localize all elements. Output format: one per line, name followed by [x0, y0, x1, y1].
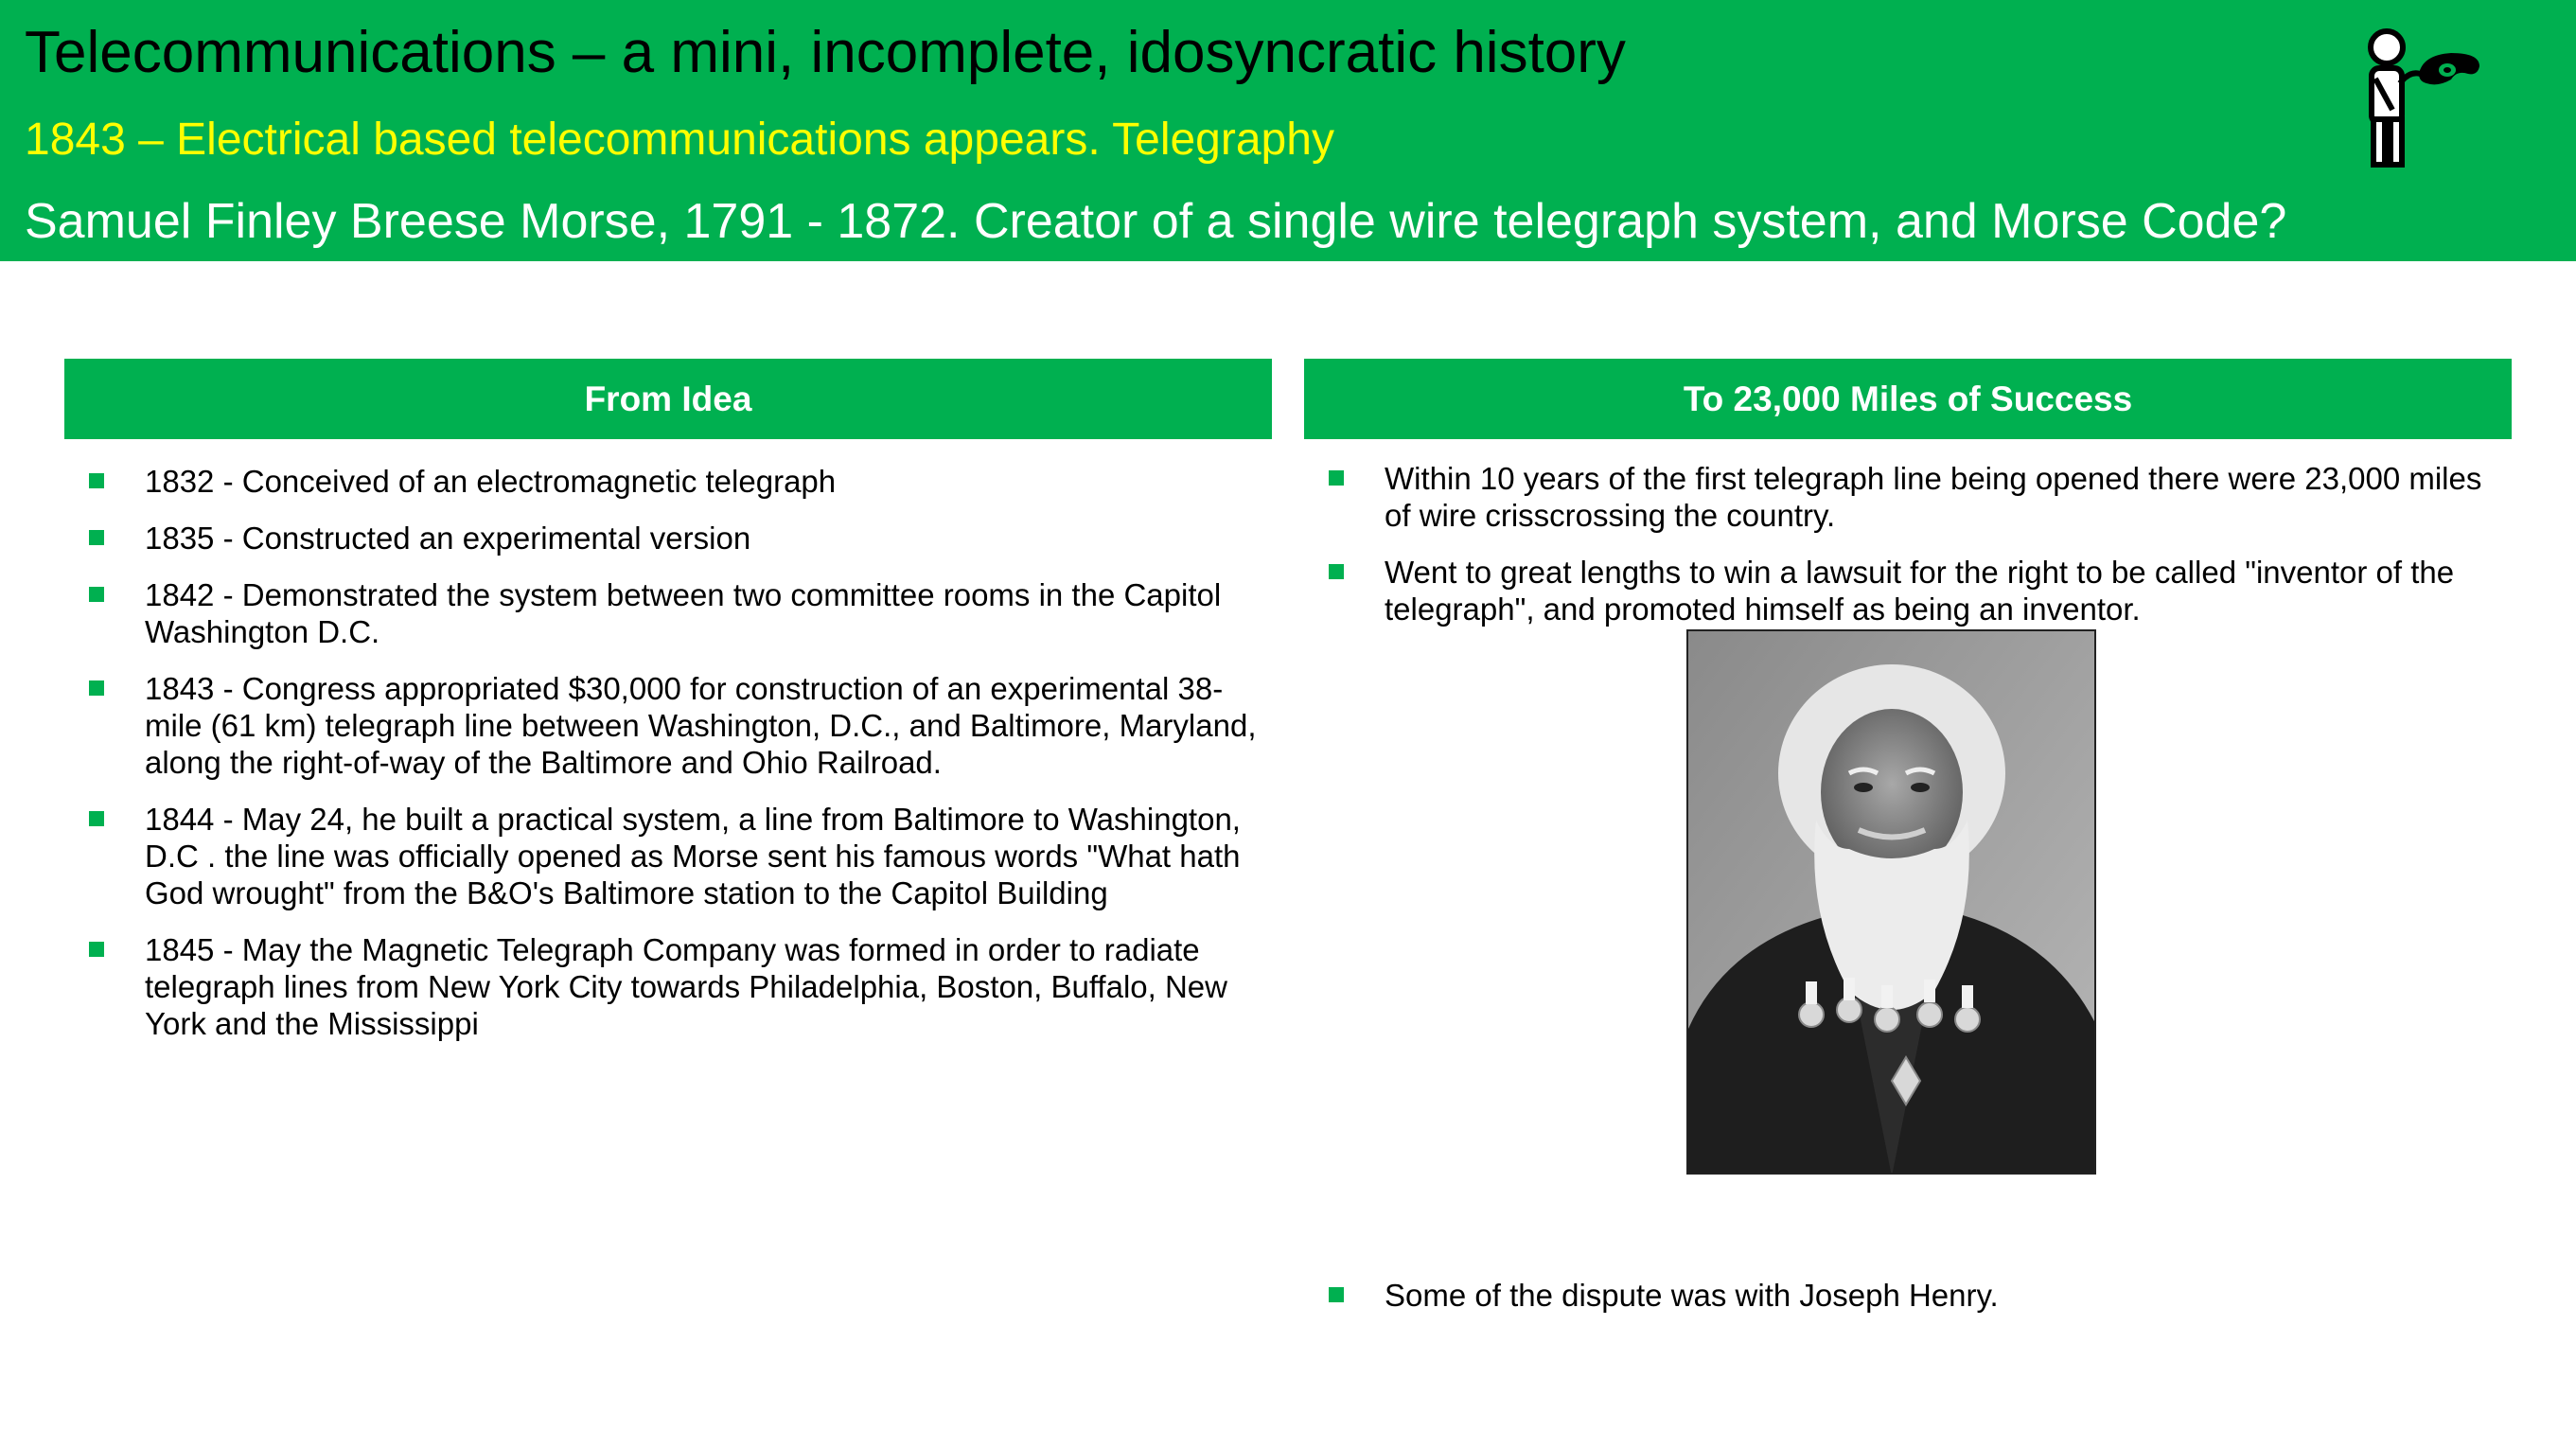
bullet-square-icon: [89, 811, 104, 826]
bullet-square-icon: [1329, 1287, 1344, 1302]
list-item: 1842 - Demonstrated the system between two committee rooms in the Capitol Washington D.C.: [64, 576, 1257, 650]
morse-portrait-photo: [1686, 629, 2096, 1175]
bullet-square-icon: [89, 680, 104, 696]
page-subtitle: 1843 – Electrical based telecommunications appears. Telegraphy: [25, 115, 1334, 165]
bullet-square-icon: [89, 473, 104, 488]
person-with-telephone-icon: [2338, 27, 2489, 168]
list-item: 1835 - Constructed an experimental version: [64, 520, 1257, 557]
list-item: Went to great lengths to win a lawsuit for the right to be called "inventor of the telegraph", and promoted himself as being an inventor.: [1304, 554, 2506, 627]
page-title: Telecommunications – a mini, incomplete, idosyncratic history: [25, 20, 1626, 85]
list-item: Within 10 years of the first telegraph line being opened there were 23,000 miles of wire crisscrossing the country.: [1304, 460, 2506, 534]
timeline-list: [64, 463, 1257, 1062]
dispute-list: [1304, 1277, 2506, 1334]
from-idea-heading: From Idea: [64, 359, 1272, 439]
bullet-square-icon: [1329, 564, 1344, 579]
bullet-square-icon: [1329, 470, 1344, 486]
success-list: [1304, 460, 2506, 647]
list-item: 1843 - Congress appropriated $30,000 for construction of an experimental 38-mile (61 km) telegraph line between Washington, D.C., and Baltimore, Maryland, along the right-of-way of the Baltimore and Ohio Railroad.: [64, 670, 1257, 781]
list-item: 1844 - May 24, he built a practical system, a line from Baltimore to Washington, D.C . the line was officially opened as Morse sent his famous words "What hath God wrought" from the B&O's Baltimore station to the Capitol Building: [64, 801, 1257, 911]
header-banner: [0, 0, 2576, 261]
list-item: 1832 - Conceived of an electromagnetic telegraph: [64, 463, 1257, 500]
bullet-square-icon: [89, 587, 104, 602]
portrait-illustration: [1688, 631, 2096, 1175]
bullet-square-icon: [89, 942, 104, 957]
list-item: Some of the dispute was with Joseph Henry.: [1304, 1277, 2506, 1314]
bio-line: Samuel Finley Breese Morse, 1791 - 1872. Creator of a single wire telegraph system, and Morse Code?: [25, 194, 2287, 249]
bullet-square-icon: [89, 530, 104, 545]
list-item: 1845 - May the Magnetic Telegraph Company was formed in order to radiate telegraph lines from New York City towards Philadelphia, Boston, Buffalo, New York and the Mississippi: [64, 931, 1257, 1042]
success-heading: To 23,000 Miles of Success: [1304, 359, 2512, 439]
